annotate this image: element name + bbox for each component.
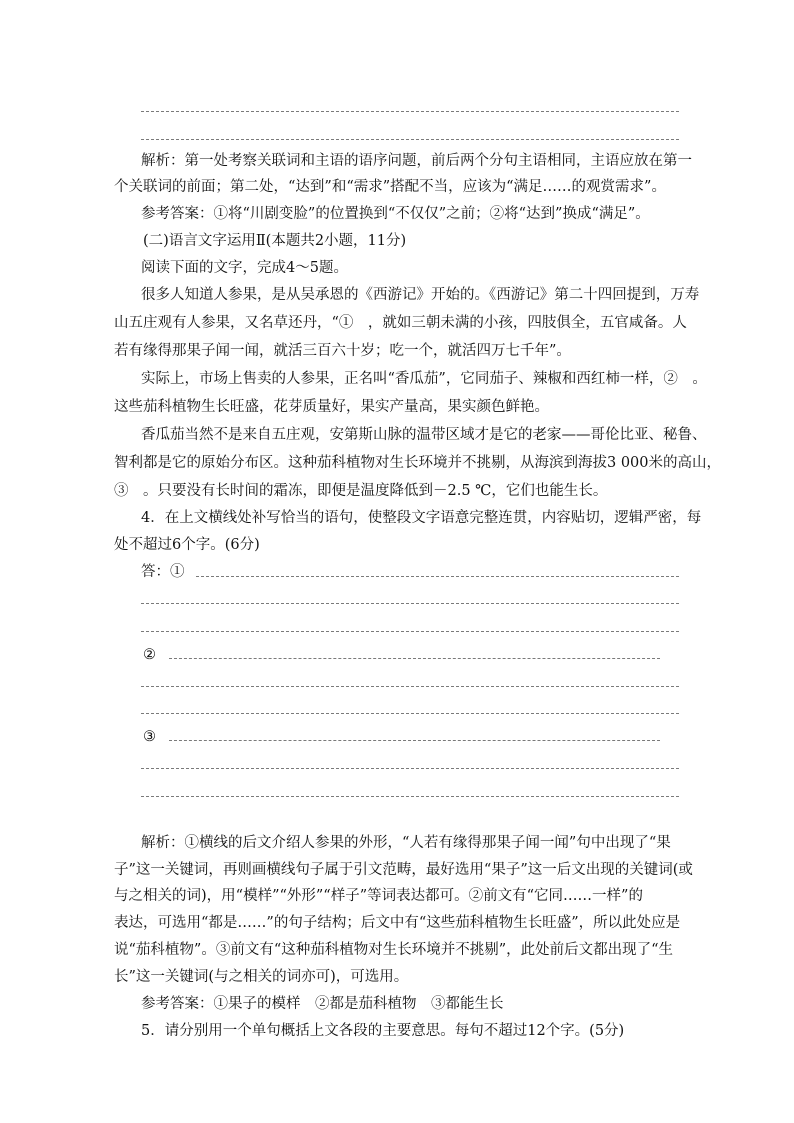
analysis-4-line-5: 说“茄科植物”。③前文有“这种茄科植物对生长环境并不挑剔”，此处前后文都出现了“生 [114, 942, 674, 958]
answer-3: 参考答案：①将“川剧变脸”的位置换到“不仅仅”之前；②将“达到”换成“满足”。 [141, 206, 650, 222]
question-4-line-2: 处不超过6个字。(6分) [114, 537, 260, 553]
analysis-4-line-2: 子”这一关键词，再则画横线句子属于引文范畴，最好选用“果子”这一后文出现的关键词(或 [114, 862, 693, 878]
answer-line [141, 139, 679, 140]
passage-p3-line-1: 香瓜茄当然不是来自五庄观，安第斯山脉的温带区域才是它的老家——哥伦比亚、秘鲁、 [141, 427, 707, 443]
passage-p3-line-3: ③ 。只要没有长时间的霜冻，即便是温度降低到－2.5 ℃，它们也能生长。 [114, 483, 608, 499]
answer-blank-1[interactable] [196, 576, 679, 577]
section-heading: (二)语言文字运用Ⅱ(本题共2小题，11分) [143, 233, 407, 249]
answer-blank-2[interactable] [169, 658, 660, 659]
question-5: 5．请分别用一个单句概括上文各段的主要意思。每句不超过12个字。(5分) [141, 1023, 625, 1039]
answer-line [141, 713, 679, 714]
passage-p1-line-3: 若有缘得那果子闻一闻，就活三百六十岁；吃一个，就活四万七千年”。 [114, 343, 571, 359]
blank-2-label: ② [143, 647, 156, 663]
analysis-3-line-1: 解析：第一处考察关联词和主语的语序问题，前后两个分句主语相同，主语应放在第一 [141, 153, 692, 169]
analysis-4-line-6: 长”这一关键词(与之相关的词亦可)，可选用。 [114, 969, 409, 985]
instruction: 阅读下面的文字，完成4～5题。 [141, 260, 348, 276]
answer-4: 参考答案：①果子的模样 ②都是茄科植物 ③都能生长 [141, 996, 504, 1012]
question-4-line-1: 4．在上文横线处补写恰当的语句，使整段文字语意完整连贯，内容贴切，逻辑严密，每 [141, 510, 702, 526]
blank-3-label: ③ [143, 729, 156, 745]
analysis-3-line-2: 个关联词的前面；第二处，“达到”和“需求”搭配不当，应该为“满足……的观赏需求”。 [114, 179, 666, 195]
answer-line [141, 796, 679, 797]
passage-p3-line-2: 智利都是它的原始分布区。这种茄科植物对生长环境并不挑剔，从海滨到海拔3 000米的高山， [114, 455, 722, 471]
analysis-4-line-1: 解析：①横线的后文介绍人参果的外形，“人若有缘得那果子闻一闻”句中出现了“果 [141, 835, 671, 851]
answer-line [141, 603, 679, 604]
answer-line [141, 631, 679, 632]
analysis-4-line-4: 表达，可选用“都是……”的句子结构；后文中有“这些茄科植物生长旺盛”，所以此处应是 [114, 915, 681, 931]
passage-p2-line-1: 实际上，市场上售卖的人参果，正名叫“香瓜茄”，它同茄子、辣椒和西红柿一样，② 。 [141, 371, 707, 387]
analysis-4-line-3: 与之相关的词)，用“模样”“外形”“样子”等词表达都可。②前文有“它同……一样”的 [114, 888, 643, 904]
passage-p1-line-1: 很多人知道人参果，是从吴承恩的《西游记》开始的。《西游记》第二十四回提到，万寿 [141, 287, 700, 303]
answer-blank-3[interactable] [169, 740, 660, 741]
passage-p2-line-2: 这些茄科植物生长旺盛，花芽质量好，果实产量高，果实颜色鲜艳。 [114, 399, 549, 415]
answer-line [141, 768, 679, 769]
passage-p1-line-2: 山五庄观有人参果，又名草还丹，“① ，就如三朝未满的小孩，四肢俱全，五官咸备。人 [114, 315, 687, 331]
answer-line [141, 686, 679, 687]
answer-line [141, 111, 679, 112]
answer-prefix: 答：① [141, 564, 185, 580]
